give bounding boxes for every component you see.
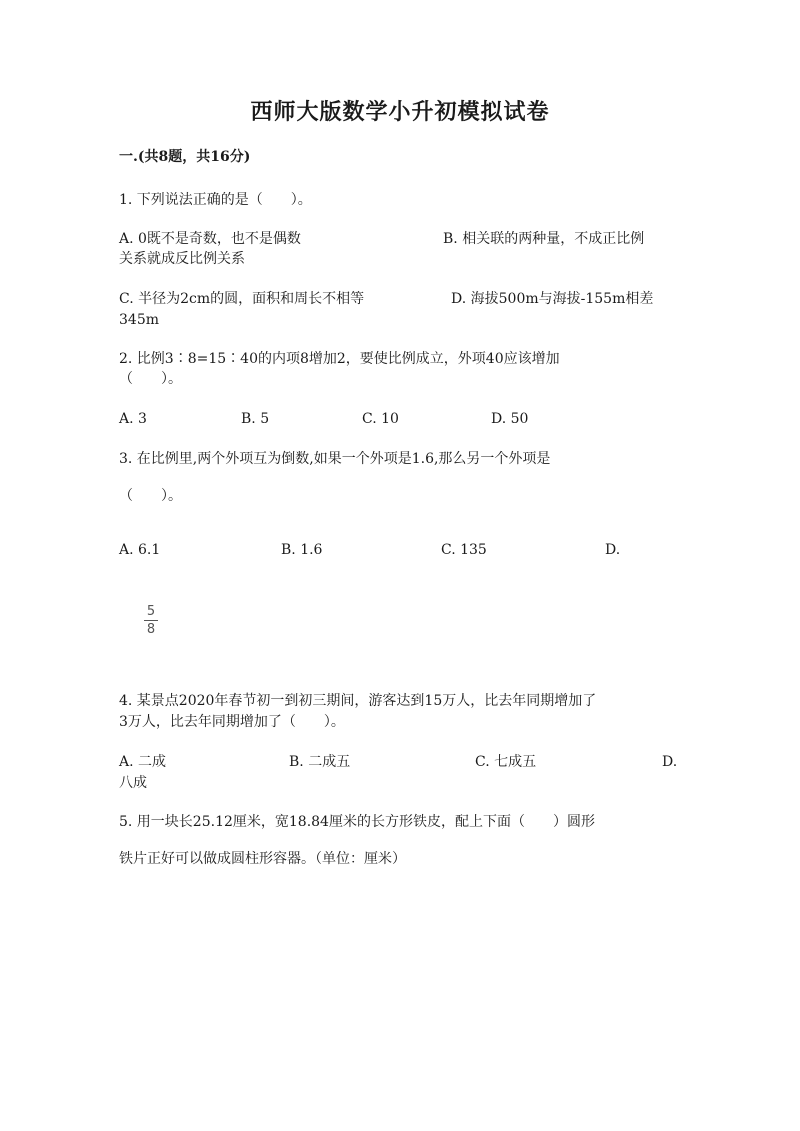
question-stem-continued: （ ）。 — [119, 488, 182, 504]
option-d: D. — [662, 754, 678, 770]
option-d-continued: 345m — [119, 312, 159, 328]
option-a: A. 3 — [119, 411, 147, 427]
option-b-continued: 关系就成反比例关系 — [119, 251, 245, 267]
question-stem: 1. 下列说法正确的是（ ）。 — [119, 192, 312, 208]
fraction-numerator: 5 — [146, 604, 156, 619]
option-a: A. 6.1 — [119, 542, 161, 558]
question-stem-continued: 3万人，比去年同期增加了（ ）。 — [119, 714, 345, 730]
option-c: C. 135 — [441, 542, 487, 558]
option-d-continued: 八成 — [119, 775, 147, 791]
option-a: A. 0既不是奇数，也不是偶数 — [119, 231, 301, 247]
fraction-bar — [144, 620, 158, 621]
question-stem: 5. 用一块长25.12厘米，宽18.84厘米的长方形铁皮，配上下面（ ）圆形 — [119, 814, 595, 830]
section-heading: 一.(共8题，共16分) — [119, 149, 251, 165]
option-c: C. 10 — [362, 411, 399, 427]
option-d: D. 海拔500m与海拔-155m相差 — [451, 291, 654, 307]
question-stem: 4. 某景点2020年春节初一到初三期间，游客达到15万人，比去年同期增加了 — [119, 693, 597, 709]
question-stem: 3. 在比例里,两个外项互为倒数,如果一个外项是1.6,那么另一个外项是 — [119, 451, 551, 467]
question-stem-continued: 铁片正好可以做成圆柱形容器。（单位：厘米） — [119, 851, 406, 867]
question-stem: 2. 比例3∶8=15∶40的内项8增加2，要使比例成立，外项40应该增加 — [119, 351, 560, 367]
option-c: C. 半径为2cm的圆，面积和周长不相等 — [119, 291, 365, 307]
option-c: C. 七成五 — [475, 754, 537, 770]
option-b: B. 1.6 — [281, 542, 323, 558]
option-d: D. 50 — [491, 411, 529, 427]
option-b: B. 相关联的两种量，不成正比例 — [443, 231, 645, 247]
option-a: A. 二成 — [119, 754, 167, 770]
fraction-image — [143, 604, 159, 637]
question-stem-continued: （ ）。 — [119, 371, 182, 387]
option-b: B. 二成五 — [289, 754, 351, 770]
fraction-denominator: 8 — [146, 622, 156, 637]
page-title: 西师大版数学小升初模拟试卷 — [250, 99, 550, 125]
option-d: D. — [605, 542, 621, 558]
option-b: B. 5 — [241, 411, 270, 427]
